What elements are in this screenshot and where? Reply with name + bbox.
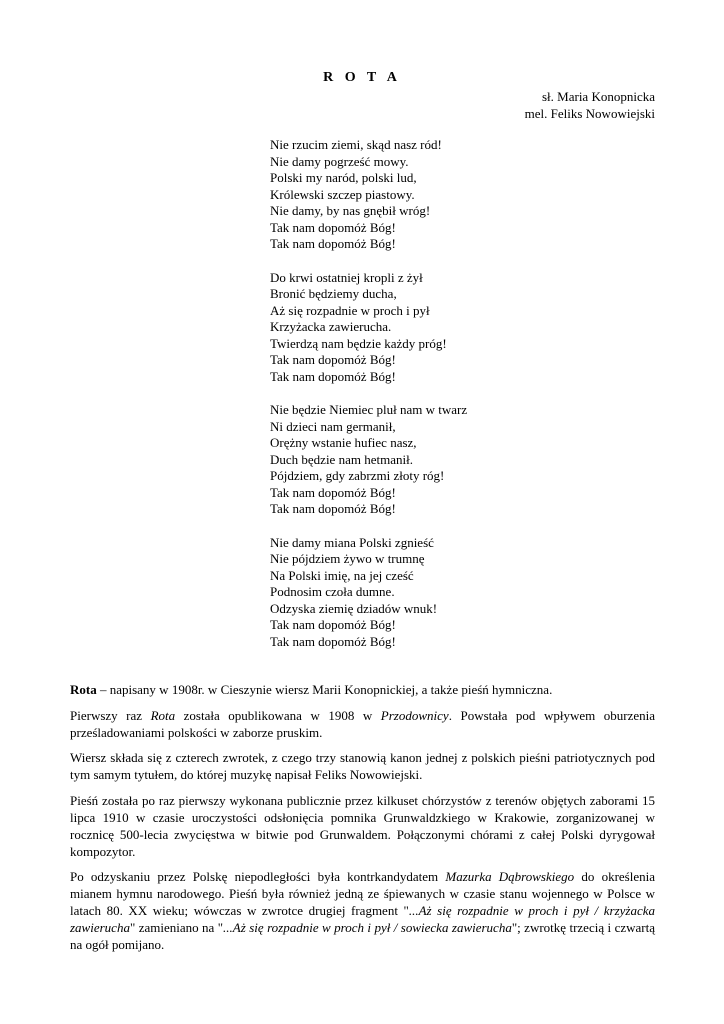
italic-term: Rota	[150, 707, 176, 723]
italic-quote: ...Aż się rozpadnie w proch i pył / sowiecka zawierucha	[223, 920, 512, 935]
poem-line: Krzyżacka zawierucha.	[270, 319, 392, 334]
poem-line: Aż się rozpadnie w proch i pył	[270, 302, 430, 318]
poem-line: Do krwi ostatniej kropli z żył	[270, 269, 423, 285]
poem-line: Polski my naród, polski lud,	[270, 170, 417, 185]
paragraph-text: . Powstała pod wpływem oburzenia prześladowaniami polskości w zaborze pruskim.	[70, 707, 655, 740]
poem-line: Tak nam dopomóż Bóg!	[270, 633, 396, 649]
stanza-2	[270, 270, 590, 386]
poem-line: Nie damy pogrześć mowy.	[270, 153, 409, 169]
poem-line: Tak nam dopomóż Bóg!	[270, 368, 396, 384]
poem-line: Na Polski imię, na jej cześć	[270, 567, 414, 583]
poem-line: Duch będzie nam hetmanił.	[270, 451, 413, 467]
poem-line: Nie rzucim ziemi, skąd nasz ród!	[270, 137, 442, 152]
poem-line: Tak nam dopomóż Bóg!	[270, 617, 396, 632]
poem-line: Tak nam dopomóż Bóg!	[270, 501, 396, 516]
poem-line: Nie damy miana Polski zgnieść	[270, 534, 434, 550]
document-title: R O T A	[323, 70, 401, 85]
music-credit: mel. Feliks Nowowiejski	[524, 106, 655, 121]
description	[70, 681, 655, 962]
paragraph-text: – napisany w 1908r. w Cieszynie wiersz Marii Konopnickiej, a także pieśń hymniczna.	[96, 682, 553, 697]
poem-line: Bronić będziemy ducha,	[270, 286, 397, 301]
stanza-3	[270, 402, 590, 518]
term-rota: Rota	[70, 682, 97, 697]
paragraph-publication	[70, 707, 655, 741]
paragraph-text: została opublikowana w 1908 w	[175, 707, 381, 723]
poem-line: Pójdziem, gdy zabrzmi złoty róg!	[270, 468, 445, 483]
poem-line: Królewski szczep piastowy.	[270, 186, 415, 202]
poem-line: Tak nam dopomóż Bóg!	[270, 219, 396, 235]
lyrics-credit: sł. Maria Konopnicka	[541, 89, 655, 104]
paragraph-text: "; zwrotkę trzecią i czwartą na ogół pomijano.	[70, 920, 655, 952]
poem-line: Tak nam dopomóż Bóg!	[270, 236, 396, 251]
poem-line: Orężny wstanie hufiec nasz,	[270, 435, 417, 450]
paragraph-structure: Wiersz składa się z czterech zwrotek, z czego trzy stanowią kanon jednej z polskich pieśni patriotycznych pod tym samym tytułem, do której muzykę napisał Feliks Nowowiejski.	[70, 750, 655, 782]
poem-line: Podnosim czoła dumne.	[270, 584, 395, 599]
paragraph-text: Po odzyskaniu przez Polskę niepodległości była kontrkandydatem	[70, 869, 446, 884]
stanza-1	[270, 137, 590, 253]
stanza-4	[270, 535, 590, 651]
paragraph-text: " zamieniano na "	[129, 920, 224, 935]
poem-line: Tak nam dopomóż Bóg!	[270, 484, 396, 500]
italic-term: Przodownicy	[380, 707, 449, 723]
poem-line: Tak nam dopomóż Bóg!	[270, 352, 396, 367]
poem-line: Twierdzą nam będzie każdy próg!	[270, 335, 447, 351]
paragraph-intro	[70, 681, 655, 698]
paragraph-text: do określenia mianem hymnu narodowego. Pieśń była również jedną ze śpiewanych w czasie stanu wojennego w Polsce w latach 80. XX wieku; wówczas w zwrotce drugiej fragment "	[70, 869, 655, 918]
poem-line: Ni dzieci nam germanił,	[270, 418, 396, 434]
poem-line: Nie będzie Niemiec pluł nam w twarz	[270, 402, 468, 417]
paragraph-text: Pierwszy raz	[70, 707, 151, 723]
paragraph-premiere: Pieśń została po raz pierwszy wykonana publicznie przez kilkuset chórzystów z terenów objętych zaborami 15 lipca 1910 w czasie uroczystości odsłonięcia pomnika Grunwaldzkiego w Krakowie, zorganizowanej w rocznicę 500-lecia zwycięstwa w bitwie pod Grunwaldem. Połączonymi chórami z całej Polski dyrygował kompozytor.	[70, 792, 655, 859]
paragraph-anthem	[70, 868, 655, 953]
italic-term: Mazurka Dąbrowskiego	[445, 869, 575, 884]
poem-line: Nie damy, by nas gnębił wróg!	[270, 203, 431, 218]
poem	[270, 137, 590, 667]
italic-quote: ...Aż się rozpadnie w proch i pył / krzyżacka zawierucha	[70, 903, 655, 935]
poem-line: Nie pójdziem żywo w trumnę	[270, 551, 425, 566]
credits	[525, 88, 655, 122]
poem-line: Odzyska ziemię dziadów wnuk!	[270, 600, 438, 616]
